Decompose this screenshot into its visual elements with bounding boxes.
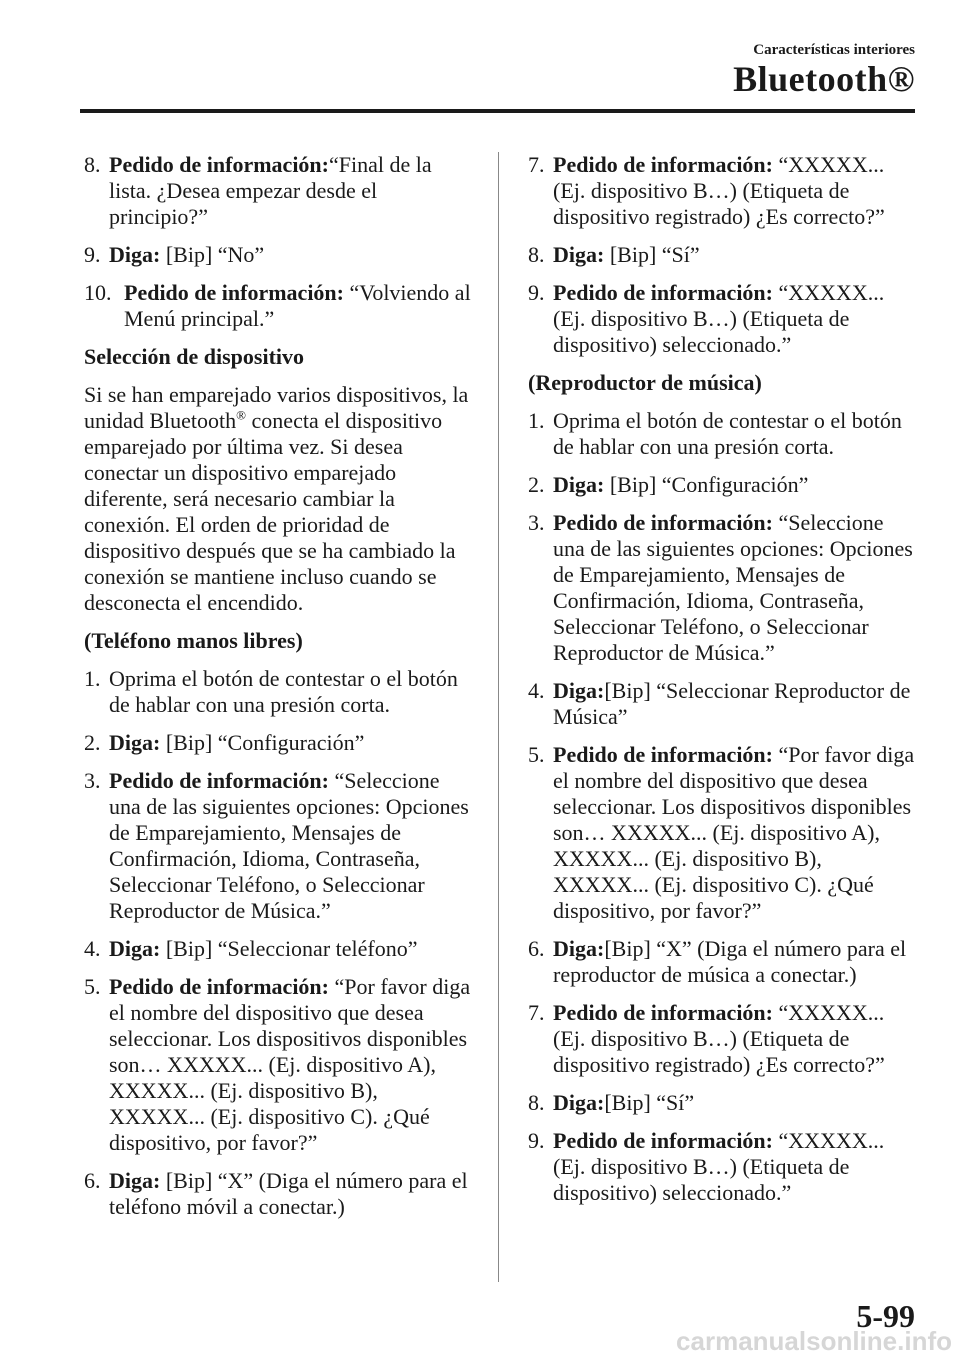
step-text: “Por favor diga el nombre del dispositivo que desea seleccionar. Los dispositivos disponibles son… XXXXX... (Ej. dispositivo A), XXXXX... (Ej. dispositivo B), XXXXX... (Ej. dispositivo C). ¿Qué dispositivo, por favor?” bbox=[553, 742, 915, 923]
paragraph-text: conecta el dispositivo emparejado por última vez. Si desea conectar un dispositivo emparejado diferente, será necesario cambiar la conexión. El orden de prioridad de dispositivo después que se ha cambiado la conexión se mantiene incluso cuando se desconecta el encendido. bbox=[84, 408, 456, 615]
list-item bbox=[528, 280, 920, 358]
step-number: 1. bbox=[528, 408, 545, 433]
step-item bbox=[84, 666, 476, 718]
step-label: Diga: bbox=[553, 678, 605, 703]
step-text: “Seleccione una de las siguientes opciones: Opciones de Emparejamiento, Mensajes de Confirmación, Idioma, Contraseña, Seleccionar Teléfono, o Seleccionar Reproductor de Música.” bbox=[109, 768, 469, 923]
step-item bbox=[528, 1090, 920, 1116]
item-number: 7. bbox=[528, 152, 545, 177]
step-text: [Bip] “X” (Diga el número para el teléfono móvil a conectar.) bbox=[109, 1168, 468, 1219]
step-number: 8. bbox=[528, 1090, 545, 1115]
step-item bbox=[528, 742, 920, 924]
item-label: Pedido de información: bbox=[124, 280, 344, 305]
step-label: Pedido de información: bbox=[553, 1128, 773, 1153]
item-number: 9. bbox=[528, 280, 545, 305]
item-label: Diga: bbox=[553, 242, 605, 267]
step-number: 9. bbox=[528, 1128, 545, 1153]
step-item bbox=[528, 510, 920, 666]
step-number: 4. bbox=[528, 678, 545, 703]
step-label: Pedido de información: bbox=[109, 974, 329, 999]
item-label: Pedido de información: bbox=[109, 152, 329, 177]
step-number: 1. bbox=[84, 666, 101, 691]
item-text: “Volviendo al Menú principal.” bbox=[124, 280, 471, 331]
step-number: 4. bbox=[84, 936, 101, 961]
step-label: Pedido de información: bbox=[553, 742, 773, 767]
page-number: 5-99 bbox=[856, 1298, 915, 1334]
step-number: 7. bbox=[528, 1000, 545, 1025]
step-text: “XXXXX... (Ej. dispositivo B…) (Etiqueta de dispositivo registrado) ¿Es correcto?” bbox=[553, 1000, 885, 1077]
item-text: [Bip] “Sí” bbox=[604, 242, 700, 267]
step-item bbox=[84, 974, 476, 1156]
list-item bbox=[84, 152, 476, 230]
left-column bbox=[84, 152, 476, 1232]
step-item bbox=[84, 768, 476, 924]
step-item bbox=[84, 1168, 476, 1220]
registered-mark: ® bbox=[236, 407, 247, 423]
step-label: Pedido de información: bbox=[553, 510, 773, 535]
item-label: Diga: bbox=[109, 242, 161, 267]
step-text: [Bip] “Seleccionar teléfono” bbox=[160, 936, 418, 961]
item-number: 8. bbox=[528, 242, 545, 267]
subheading: (Teléfono manos libres) bbox=[84, 628, 303, 653]
step-label: Pedido de información: bbox=[109, 768, 329, 793]
item-number: 10. bbox=[84, 280, 112, 305]
step-label: Diga: bbox=[553, 936, 605, 961]
subheading: (Reproductor de música) bbox=[528, 370, 762, 395]
section-heading: Selección de dispositivo bbox=[84, 344, 305, 369]
paragraph-text: Si se han emparejado varios dispositivos, la unidad Bluetooth bbox=[84, 382, 469, 433]
step-item bbox=[84, 936, 476, 962]
step-item bbox=[528, 472, 920, 498]
item-text: [Bip] “No” bbox=[160, 242, 265, 267]
step-text: [Bip] “Configuración” bbox=[604, 472, 809, 497]
step-item bbox=[528, 1000, 920, 1078]
step-text: “Seleccione una de las siguientes opciones: Opciones de Emparejamiento, Mensajes de Confirmación, Idioma, Contraseña, Seleccionar Teléfono, o Seleccionar Reproductor de Música.” bbox=[553, 510, 913, 665]
right-column bbox=[528, 152, 920, 1218]
step-number: 5. bbox=[528, 742, 545, 767]
step-label: Diga: bbox=[553, 472, 605, 497]
step-label: Diga: bbox=[553, 1090, 605, 1115]
step-text: Oprima el botón de contestar o el botón de hablar con una presión corta. bbox=[109, 666, 458, 717]
chapter-title: Bluetooth® bbox=[733, 59, 915, 99]
step-item bbox=[84, 730, 476, 756]
item-label: Pedido de información: bbox=[553, 280, 773, 305]
item-label: Pedido de información: bbox=[553, 152, 773, 177]
list-item bbox=[528, 152, 920, 230]
step-text: [Bip] “X” (Diga el número para el reproductor de música a conectar.) bbox=[553, 936, 907, 987]
list-item bbox=[84, 280, 476, 332]
step-number: 2. bbox=[528, 472, 545, 497]
step-label: Diga: bbox=[109, 1168, 161, 1193]
header-rule bbox=[80, 109, 915, 113]
step-number: 5. bbox=[84, 974, 101, 999]
step-number: 3. bbox=[528, 510, 545, 535]
item-number: 9. bbox=[84, 242, 101, 267]
list-item bbox=[528, 242, 920, 268]
step-text: [Bip] “Sí” bbox=[604, 1090, 695, 1115]
item-text: “XXXXX... (Ej. dispositivo B…) (Etiqueta de dispositivo registrado) ¿Es correcto?” bbox=[553, 152, 885, 229]
watermark: carmanualsonline.info bbox=[676, 1326, 952, 1356]
step-text: [Bip] “Seleccionar Reproductor de Música” bbox=[553, 678, 911, 729]
step-item bbox=[528, 1128, 920, 1206]
step-number: 3. bbox=[84, 768, 101, 793]
step-number: 2. bbox=[84, 730, 101, 755]
step-label: Pedido de información: bbox=[553, 1000, 773, 1025]
step-item bbox=[528, 936, 920, 988]
item-text: “XXXXX... (Ej. dispositivo B…) (Etiqueta de dispositivo) seleccionado.” bbox=[553, 280, 885, 357]
step-item bbox=[528, 678, 920, 730]
step-text: “Por favor diga el nombre del dispositivo que desea seleccionar. Los dispositivos disponibles son… XXXXX... (Ej. dispositivo A), XXXXX... (Ej. dispositivo B), XXXXX... (Ej. dispositivo C). ¿Qué dispositivo, por favor?” bbox=[109, 974, 471, 1155]
step-item bbox=[528, 408, 920, 460]
item-number: 8. bbox=[84, 152, 101, 177]
step-label: Diga: bbox=[109, 936, 161, 961]
step-text: [Bip] “Configuración” bbox=[160, 730, 365, 755]
step-text: Oprima el botón de contestar o el botón de hablar con una presión corta. bbox=[553, 408, 902, 459]
step-text: “XXXXX... (Ej. dispositivo B…) (Etiqueta de dispositivo) seleccionado.” bbox=[553, 1128, 885, 1205]
item-text: “Final de la lista. ¿Desea empezar desde el principio?” bbox=[109, 152, 432, 229]
column-divider bbox=[498, 152, 499, 1282]
step-number: 6. bbox=[84, 1168, 101, 1193]
body-paragraph bbox=[84, 382, 476, 616]
step-label: Diga: bbox=[109, 730, 161, 755]
step-number: 6. bbox=[528, 936, 545, 961]
section-title: Características interiores bbox=[753, 42, 915, 58]
list-item bbox=[84, 242, 476, 268]
